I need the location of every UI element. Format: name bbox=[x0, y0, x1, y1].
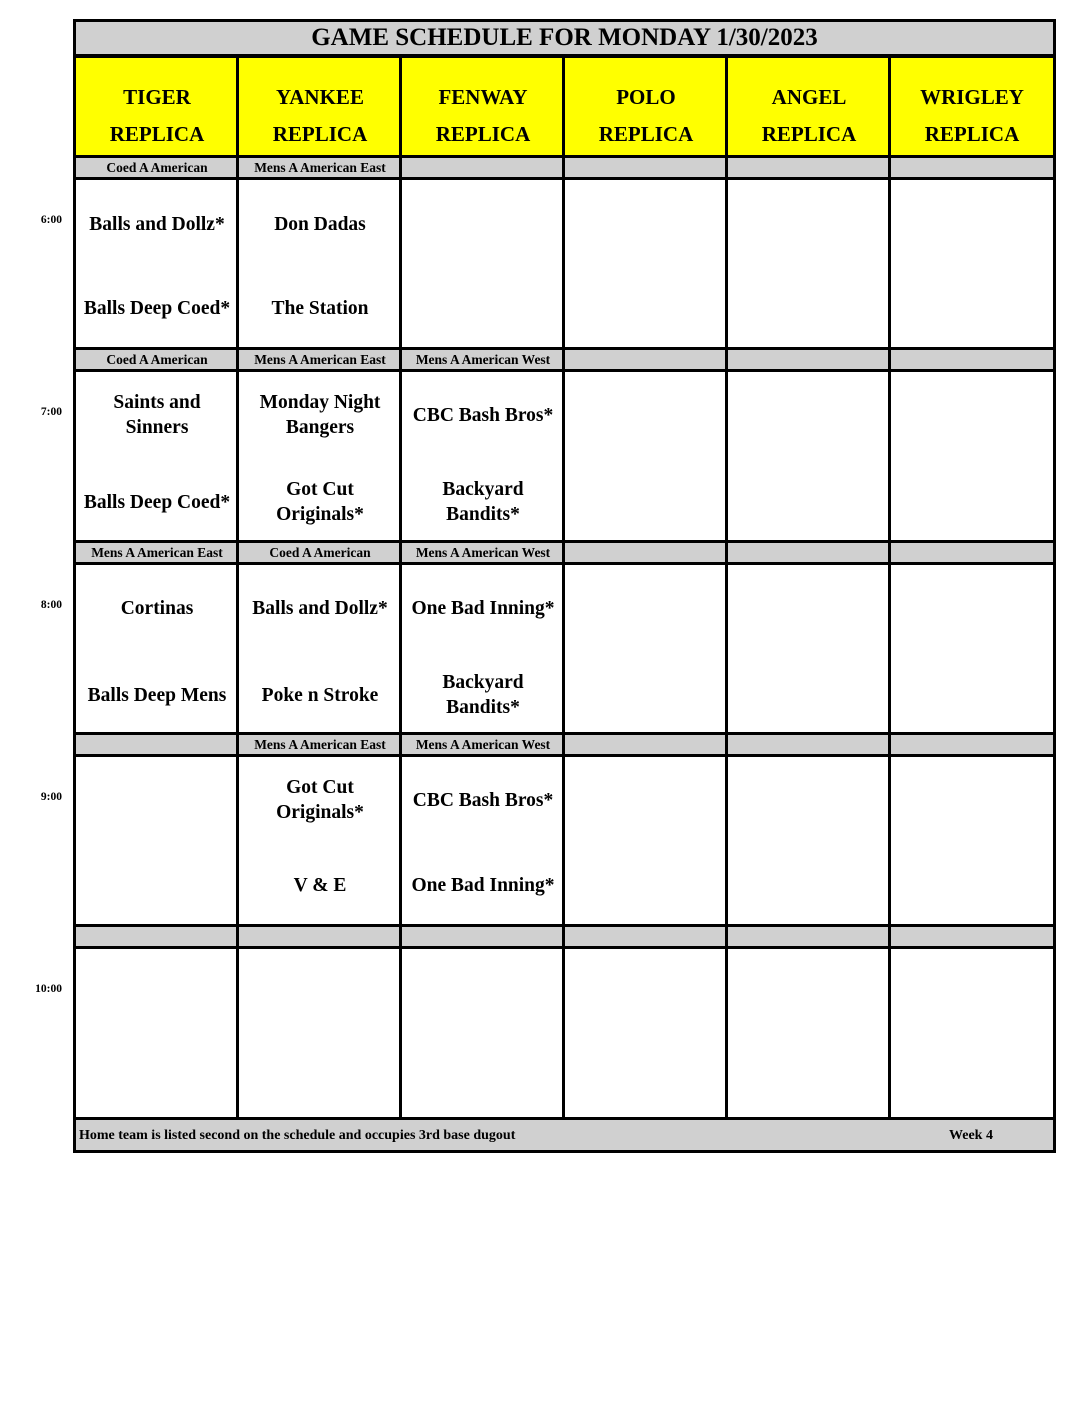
game-cell bbox=[399, 177, 567, 374]
field-name: POLO bbox=[616, 84, 676, 109]
division-label: Mens A American East bbox=[236, 732, 404, 757]
away-team bbox=[402, 963, 564, 1023]
game-cell bbox=[73, 369, 241, 566]
home-team bbox=[728, 278, 890, 338]
away-team bbox=[728, 385, 890, 445]
home-team bbox=[728, 472, 890, 532]
field-subtitle: REPLICA bbox=[924, 121, 1020, 146]
away-team bbox=[728, 194, 890, 254]
away-team: Don Dadas bbox=[274, 213, 366, 235]
away-team bbox=[565, 963, 727, 1023]
field-name: WRIGLEY bbox=[920, 84, 1024, 109]
home-team bbox=[728, 665, 890, 725]
game-cell bbox=[73, 177, 241, 374]
game-cell bbox=[888, 177, 1056, 374]
away-team bbox=[728, 578, 890, 638]
game-cell bbox=[236, 562, 404, 759]
game-cell bbox=[399, 369, 567, 566]
field-name: YANKEE bbox=[276, 84, 364, 109]
game-cell bbox=[725, 754, 893, 951]
home-team: Balls Deep Coed* bbox=[83, 491, 231, 513]
footer-bar bbox=[73, 1117, 1056, 1153]
away-team bbox=[239, 963, 401, 1023]
home-team: Backyard Bandits* bbox=[442, 672, 524, 718]
away-team bbox=[891, 963, 1053, 1023]
away-team: Cortinas bbox=[120, 597, 194, 619]
away-team bbox=[402, 194, 564, 254]
home-team bbox=[565, 855, 727, 915]
home-team bbox=[891, 472, 1053, 532]
away-team: Got Cut Originals* bbox=[276, 777, 364, 823]
home-team-note: Home team is listed second on the schedule and occupies 3rd base dugout bbox=[79, 1128, 516, 1143]
division-label: Mens A American East bbox=[236, 347, 404, 372]
away-team bbox=[891, 578, 1053, 638]
time-label: 10:00 bbox=[35, 983, 62, 995]
game-cell bbox=[399, 754, 567, 951]
away-team: CBC Bash Bros* bbox=[412, 404, 554, 426]
field-subtitle: REPLICA bbox=[598, 121, 694, 146]
page-title: GAME SCHEDULE FOR MONDAY 1/30/2023 bbox=[73, 19, 1056, 57]
home-team: One Bad Inning* bbox=[411, 874, 555, 896]
game-cell bbox=[725, 946, 893, 1143]
away-team: Balls and Dollz* bbox=[89, 213, 225, 235]
game-cell bbox=[562, 562, 730, 759]
home-team bbox=[402, 1047, 564, 1107]
field-name: FENWAY bbox=[438, 84, 528, 109]
away-team bbox=[565, 194, 727, 254]
game-cell bbox=[236, 177, 404, 374]
week-label: Week 4 bbox=[949, 1128, 993, 1143]
home-team bbox=[891, 1047, 1053, 1107]
game-cell bbox=[725, 562, 893, 759]
home-team bbox=[728, 855, 890, 915]
home-team: Got Cut Originals* bbox=[276, 479, 364, 525]
home-team: Poke n Stroke bbox=[261, 684, 379, 706]
division-label: Mens A American West bbox=[399, 347, 567, 372]
game-cell bbox=[399, 946, 567, 1143]
field-name: ANGEL bbox=[771, 84, 847, 109]
field-name: TIGER bbox=[123, 84, 191, 109]
division-label: Mens A American East bbox=[236, 155, 404, 180]
division-label: Mens A American West bbox=[399, 540, 567, 565]
game-cell bbox=[888, 562, 1056, 759]
time-label: 6:00 bbox=[40, 214, 62, 226]
home-team: Backyard Bandits* bbox=[442, 479, 524, 525]
division-label: Coed A American bbox=[236, 540, 404, 565]
game-cell bbox=[236, 946, 404, 1143]
away-team bbox=[891, 194, 1053, 254]
home-team: The Station bbox=[271, 297, 369, 319]
home-team: Balls Deep Coed* bbox=[83, 297, 231, 319]
home-team bbox=[565, 278, 727, 338]
schedule-sheet bbox=[73, 19, 1056, 1153]
game-cell bbox=[725, 177, 893, 374]
division-label: Coed A American bbox=[73, 155, 241, 180]
home-team bbox=[76, 855, 238, 915]
division-label: Mens A American West bbox=[399, 732, 567, 757]
game-cell bbox=[562, 946, 730, 1143]
home-team bbox=[76, 1047, 238, 1107]
away-team bbox=[76, 963, 238, 1023]
home-team: V & E bbox=[293, 874, 347, 896]
home-team bbox=[565, 472, 727, 532]
home-team bbox=[891, 855, 1053, 915]
game-cell bbox=[888, 754, 1056, 951]
game-cell bbox=[399, 562, 567, 759]
division-label: Coed A American bbox=[73, 347, 241, 372]
field-subtitle: REPLICA bbox=[435, 121, 531, 146]
time-label: 9:00 bbox=[40, 791, 62, 803]
game-cell bbox=[562, 369, 730, 566]
away-team bbox=[565, 770, 727, 830]
away-team: Balls and Dollz* bbox=[252, 597, 388, 619]
home-team bbox=[891, 278, 1053, 338]
game-cell bbox=[888, 946, 1056, 1143]
home-team bbox=[891, 665, 1053, 725]
away-team: CBC Bash Bros* bbox=[412, 789, 554, 811]
home-team bbox=[402, 278, 564, 338]
field-subtitle: REPLICA bbox=[761, 121, 857, 146]
field-subtitle: REPLICA bbox=[272, 121, 368, 146]
division-label: Mens A American East bbox=[73, 540, 241, 565]
game-cell bbox=[562, 177, 730, 374]
game-cell bbox=[236, 369, 404, 566]
away-team bbox=[891, 385, 1053, 445]
away-team: Monday Night Bangers bbox=[259, 392, 381, 438]
away-team: One Bad Inning* bbox=[411, 597, 555, 619]
time-label: 7:00 bbox=[40, 406, 62, 418]
home-team bbox=[239, 1047, 401, 1107]
field-subtitle: REPLICA bbox=[109, 121, 205, 146]
game-cell bbox=[725, 369, 893, 566]
game-cell bbox=[236, 754, 404, 951]
away-team: Saints and Sinners bbox=[113, 392, 201, 438]
time-label: 8:00 bbox=[40, 599, 62, 611]
game-cell bbox=[562, 754, 730, 951]
game-cell bbox=[73, 946, 241, 1143]
home-team bbox=[728, 1047, 890, 1107]
home-team bbox=[565, 665, 727, 725]
away-team bbox=[565, 385, 727, 445]
away-team bbox=[728, 963, 890, 1023]
away-team bbox=[565, 578, 727, 638]
home-team bbox=[565, 1047, 727, 1107]
home-team: Balls Deep Mens bbox=[87, 684, 227, 706]
away-team bbox=[728, 770, 890, 830]
game-cell bbox=[73, 754, 241, 951]
game-cell bbox=[73, 562, 241, 759]
game-cell bbox=[888, 369, 1056, 566]
away-team bbox=[76, 770, 238, 830]
away-team bbox=[891, 770, 1053, 830]
